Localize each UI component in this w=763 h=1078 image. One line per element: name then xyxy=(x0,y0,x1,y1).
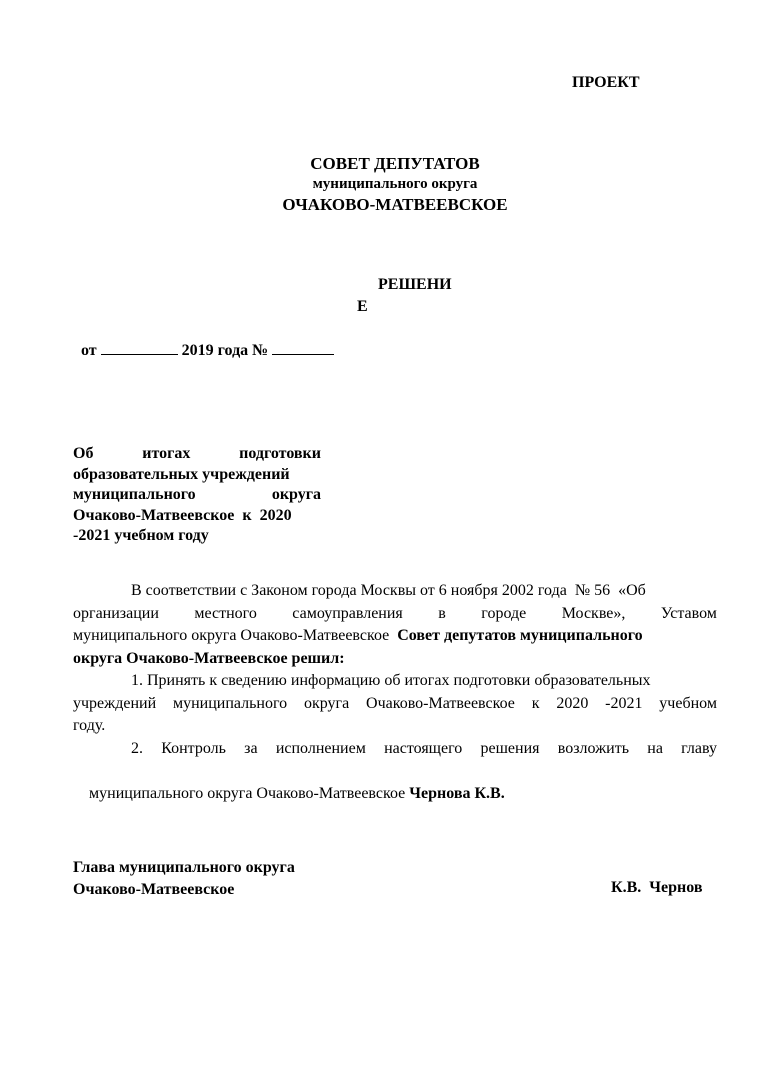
district-name: ОЧАКОВО-МАТВЕЕВСКОЕ xyxy=(282,195,508,214)
decision-title-part1: РЕШЕНИ xyxy=(378,276,452,293)
body-word: организации xyxy=(73,604,159,622)
item-2-line1 xyxy=(73,738,717,761)
document-header xyxy=(0,153,763,216)
date-year-text: 2019 года № xyxy=(181,342,269,359)
signature-title-line2: Очаково-Матвеевское xyxy=(73,881,235,898)
body-word: возложить xyxy=(557,739,630,757)
body-word: Москве», xyxy=(561,604,626,622)
number-blank xyxy=(272,340,334,355)
body-word: решения xyxy=(480,739,540,757)
council-decision-emphasis: Совет депутатов муниципального xyxy=(397,627,643,644)
body-word: за xyxy=(244,739,258,757)
body-text-normal: муниципального округа Очаково-Матвеевское xyxy=(89,784,410,802)
body-word: исполнением xyxy=(275,739,366,757)
body-word: настоящего xyxy=(384,739,463,757)
signature-name: К.В. Чернов xyxy=(611,879,703,896)
subject-line-2: образовательных учреждений xyxy=(73,465,290,483)
body-word: округа xyxy=(303,694,350,712)
body-word: самоуправления xyxy=(292,604,403,622)
subject-block xyxy=(73,444,321,547)
body-word: в xyxy=(438,604,446,622)
body-text-normal: муниципального округа Очаково-Матвеевское xyxy=(73,627,390,644)
subject-word: муниципального xyxy=(73,486,196,503)
item-1-line2 xyxy=(73,693,717,716)
subject-line-3 xyxy=(73,485,321,506)
item-2-line2 xyxy=(73,760,717,828)
body-word: муниципального xyxy=(172,694,288,712)
council-name: СОВЕТ ДЕПУТАТОВ xyxy=(310,154,480,173)
body-word: -2021 xyxy=(605,694,643,712)
body-word: на xyxy=(647,739,663,757)
project-label: ПРОЕКТ xyxy=(572,74,640,91)
subject-line-5: -2021 учебном году xyxy=(73,527,209,544)
body-word: Контроль xyxy=(161,739,226,757)
body-p1-line4: округа Очаково-Матвеевское решил: xyxy=(73,649,345,667)
body-p1-line2 xyxy=(73,603,717,626)
body-word: главу xyxy=(681,739,717,757)
body-word: Очаково-Матвеевское xyxy=(366,694,515,712)
body-word: к xyxy=(531,694,540,712)
subject-word: итогах xyxy=(142,445,191,462)
head-name-emphasis: Чернова К.В. xyxy=(409,784,505,802)
body-word: местного xyxy=(194,604,257,622)
subject-word: подготовки xyxy=(239,445,321,462)
body-word: Уставом xyxy=(660,604,717,622)
document-body xyxy=(73,580,717,828)
body-word: учреждений xyxy=(73,694,157,712)
date-prefix: от xyxy=(81,342,97,359)
subject-word: округа xyxy=(271,486,321,503)
subject-word: Об xyxy=(73,445,94,462)
body-word: 2020 xyxy=(556,694,589,712)
body-word: 2. xyxy=(131,739,143,757)
body-word: учебном xyxy=(659,694,717,712)
signature-title xyxy=(73,857,295,901)
date-line xyxy=(81,340,334,360)
signature-title-line1: Глава муниципального округа xyxy=(73,859,295,876)
date-blank xyxy=(101,340,178,355)
item-1-line3: году. xyxy=(73,717,106,734)
body-word: городе xyxy=(481,604,527,622)
subject-line-1 xyxy=(73,444,321,465)
body-p1-line1: В соответствии с Законом города Москвы от 6 ноября 2002 года № 56 «Об xyxy=(131,582,646,599)
council-subtitle: муниципального округа xyxy=(312,176,478,192)
subject-line-4: Очаково-Матвеевское к 2020 xyxy=(73,506,292,524)
body-p1-line3 xyxy=(73,625,717,648)
item-1-line1: 1. Принять к сведению информацию об итогах подготовки образовательных xyxy=(131,672,651,689)
decision-title-part2: Е xyxy=(357,298,368,315)
